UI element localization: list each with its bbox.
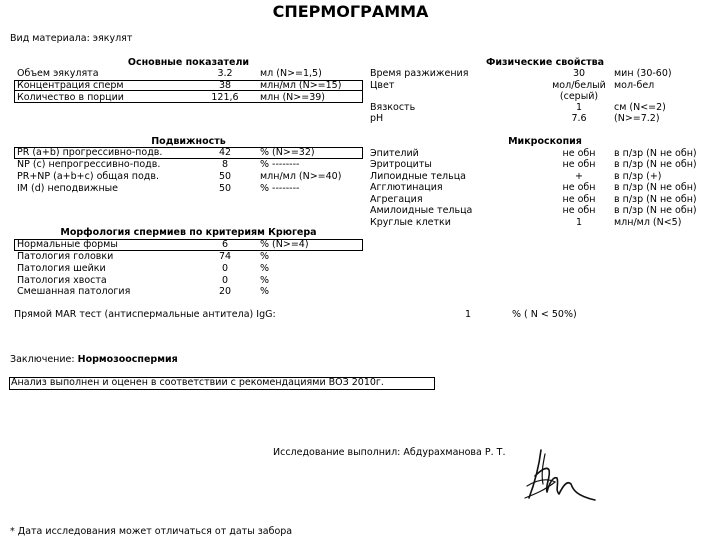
physical-unit: см (N<=2) [614,102,666,113]
physical-name: Вязкость [370,102,416,113]
motility-unit: % -------- [260,159,300,170]
physical-name: Время разжижения [370,68,469,79]
microscopy-value: не обн [562,205,596,216]
microscopy-name: Агрегация [370,194,423,205]
basic-name: Объем эякулята [17,68,99,79]
microscopy-value: не обн [562,148,596,159]
physical-heading: Физические свойства [485,57,605,68]
morphology-value: 6 [221,239,229,250]
motility-unit: % (N>=32) [260,147,315,158]
microscopy-value: не обн [562,159,596,170]
basic-value: 38 [218,80,232,91]
microscopy-name: Круглые клетки [370,217,451,228]
basic-value: 121,6 [211,92,239,103]
basic-box-outline [14,80,363,103]
physical-value: 30 [572,68,586,79]
morphology-value: 74 [218,251,232,262]
microscopy-value: 1 [575,217,583,228]
mar-unit: % ( N < 50%) [512,309,577,320]
microscopy-unit: в п/зр (N не обн) [614,182,697,193]
basic-heading: Основные показатели [127,57,250,68]
microscopy-value: + [575,171,583,182]
microscopy-unit: в п/зр (+) [614,171,662,182]
morphology-unit: % [260,275,270,286]
conclusion-label: Заключение: [10,354,75,365]
motility-unit: % -------- [260,183,300,194]
footnote: * Дата исследования может отличаться от даты забора [10,526,293,537]
morphology-unit: % [260,251,270,262]
physical-unit: (N>=7.2) [614,113,660,124]
performed-by: Исследование выполнил: Абдурахманова Р. Т. [273,447,506,458]
morphology-unit: % [260,263,270,274]
motility-name: PR (a+b) прогрессивно-подв. [17,147,163,158]
microscopy-unit: в п/зр (N не обн) [614,194,697,205]
motility-name: PR+NP (a+b+c) общая подв. [17,171,159,182]
conclusion-value: Нормозооспермия [77,354,178,365]
microscopy-name: Эпителий [370,148,419,159]
morphology-name: Патология хвоста [17,275,107,286]
morphology-value: 0 [221,263,229,274]
material-type: Вид материала: эякулят [10,33,133,44]
motility-value: 50 [218,171,232,182]
signature-icon [515,440,607,512]
microscopy-value: не обн [562,182,596,193]
morphology-name: Нормальные формы [17,239,118,250]
microscopy-name: Амилоидные тельца [370,205,473,216]
physical-value: 7.6 [571,113,587,124]
motility-name: IM (d) неподвижные [17,183,119,194]
morphology-name: Смешанная патология [17,286,131,297]
physical-value: (серый) [559,91,599,102]
microscopy-unit: в п/зр (N не обн) [614,205,697,216]
physical-unit: мол-бел [614,80,655,91]
microscopy-name: Липоидные тельца [370,171,466,182]
basic-unit: млн/мл (N>=15) [260,80,342,91]
basic-name: Количество в порции [17,92,124,103]
who-note: Анализ выполнен и оценен в соответствии с рекомендациями ВОЗ 2010г. [11,377,384,388]
motility-value: 42 [218,147,232,158]
morphology-value: 0 [221,275,229,286]
microscopy-unit: в п/зр (N не обн) [614,148,697,159]
mar-value: 1 [464,309,472,320]
basic-name: Концентрация сперм [17,80,124,91]
morphology-unit: % (N>=4) [260,239,309,250]
physical-value: 1 [575,102,583,113]
microscopy-heading: Микроскопия [508,136,582,147]
microscopy-unit: млн/мл (N<5) [614,217,682,228]
morphology-value: 20 [218,286,232,297]
basic-value: 3.2 [217,68,233,79]
morphology-unit: % [260,286,270,297]
basic-unit: млн (N>=39) [260,92,325,103]
microscopy-value: не обн [562,194,596,205]
physical-name: pH [370,113,384,124]
motility-unit: млн/мл (N>=40) [260,171,342,182]
motility-value: 50 [218,183,232,194]
mar-label: Прямой MAR тест (антиспермальные антитела) IgG: [14,309,276,320]
motility-value: 8 [221,159,229,170]
microscopy-unit: в п/зр (N не обн) [614,159,697,170]
microscopy-name: Агглютинация [370,182,443,193]
basic-unit: мл (N>=1,5) [260,68,322,79]
physical-name: Цвет [370,80,395,91]
morphology-name: Патология головки [17,251,114,262]
morphology-heading: Морфология спермиев по критериям Крюгера [60,227,317,238]
physical-unit: мин (30-60) [614,68,672,79]
motility-name: NP (c) непрогрессивно-подв. [17,159,161,170]
conclusion [10,354,178,366]
document-title: СПЕРМОГРАММА [272,2,429,21]
physical-value: мол/белый [552,80,606,91]
morphology-name: Патология шейки [17,263,106,274]
motility-heading: Подвижность [151,136,226,147]
microscopy-name: Эритроциты [370,159,432,170]
